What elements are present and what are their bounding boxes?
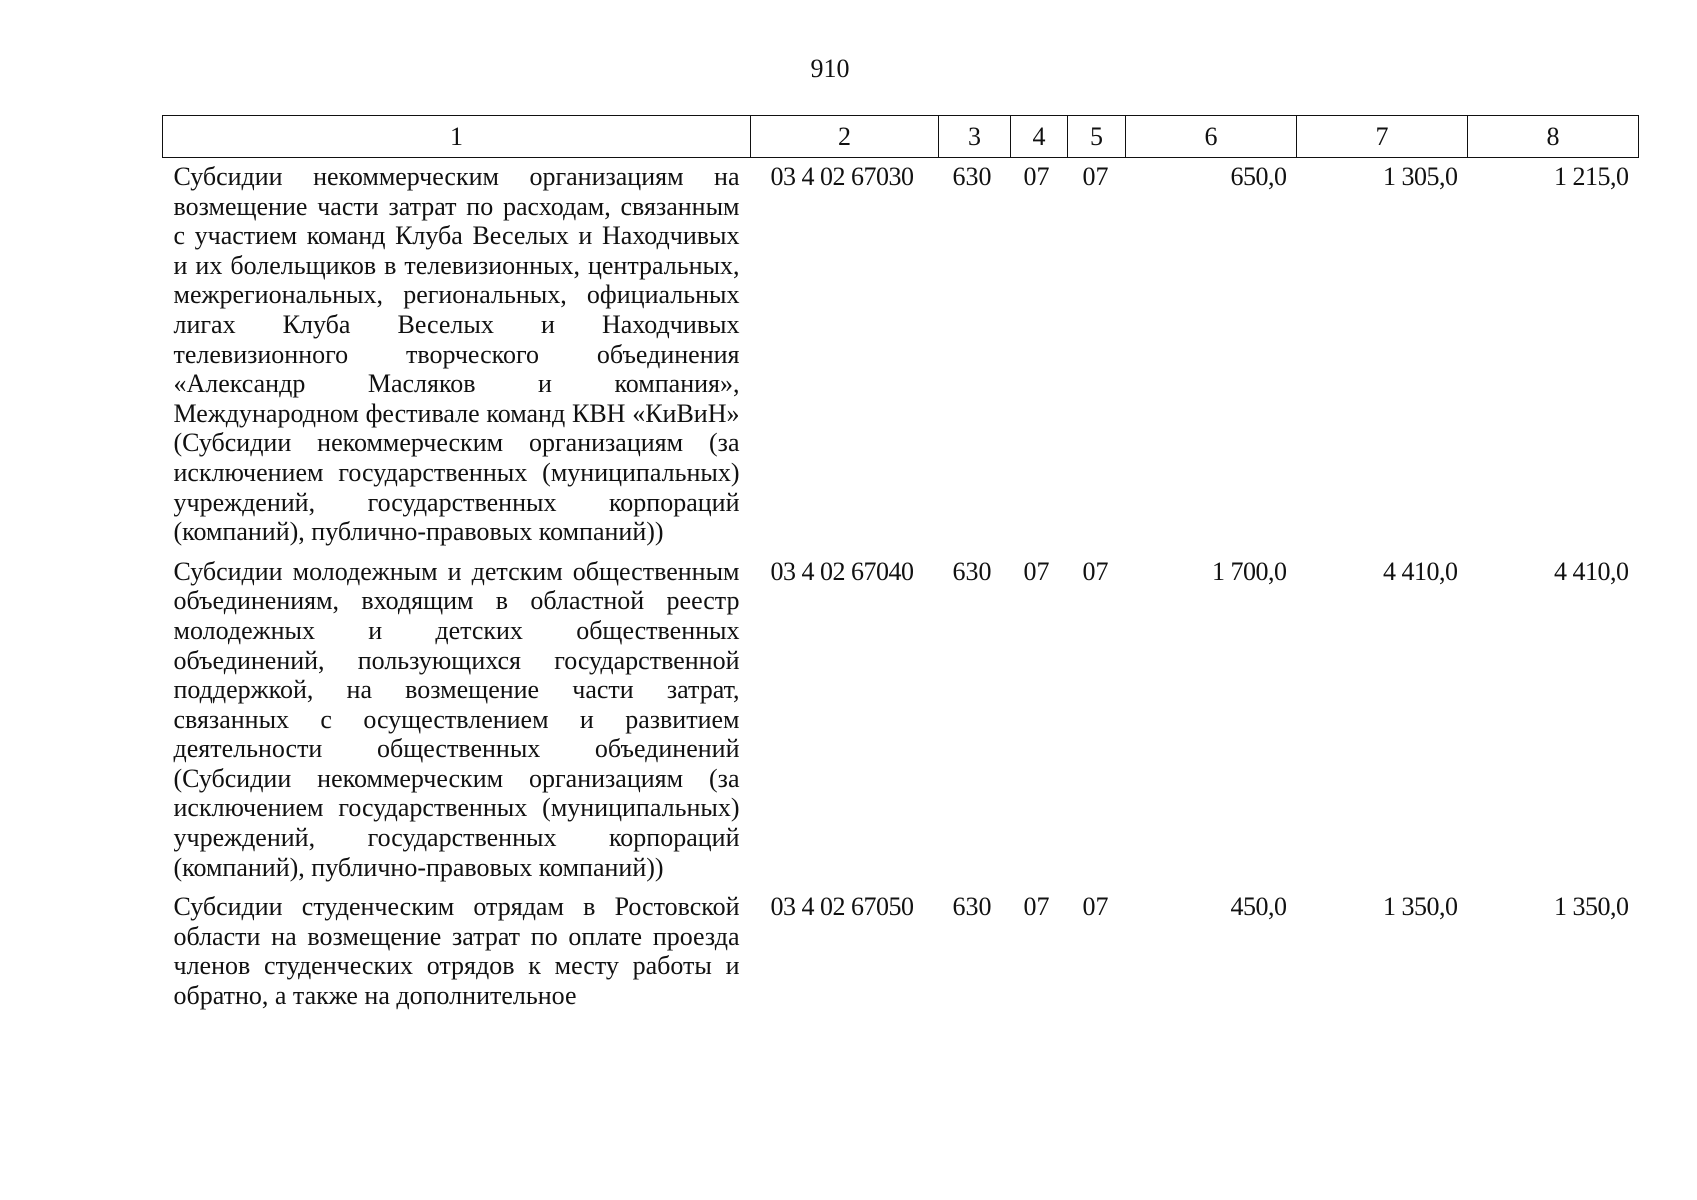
table-row (163, 882, 1639, 1010)
table-row (163, 547, 1639, 883)
row-amount-col7: 1 305,0 (1383, 162, 1458, 191)
row-amount-col8: 1 215,0 (1554, 162, 1629, 191)
row-target-code: 03 4 02 67050 (770, 892, 914, 922)
row-amount-col8: 4 410,0 (1554, 556, 1629, 586)
column-header-4: 4 (1011, 116, 1068, 158)
column-header-7: 7 (1297, 116, 1468, 158)
column-header-2: 2 (751, 116, 939, 158)
column-header-6: 6 (1126, 116, 1297, 158)
row-amount-col6: 650,0 (1230, 162, 1287, 191)
row-amount-col8: 1 350,0 (1554, 892, 1629, 922)
row-subsection: 07 (1082, 556, 1109, 586)
row-subsection: 07 (1082, 162, 1109, 191)
row-section: 07 (1023, 892, 1050, 922)
row-amount-col7: 4 410,0 (1383, 556, 1458, 586)
column-header-8: 8 (1468, 116, 1639, 158)
row-description: Субсидии некоммерческим организациям на возмещение части затрат по расходам, связанным с участием команд Клуба Веселых и Находчивых и их болельщиков в телевизионных, центральных, межрегиональных, региональных, официальных лигах Клуба Веселых и Находчивых телевизионного творческого объединения «Александр Масляков и компания», Международном фестивале команд КВН «КиВиН» (Субсидии некоммерческим организациям (за исключением государственных (муниципальных) учреждений, государственных корпораций (компаний), публично-правовых компаний)) (173, 162, 740, 547)
row-expense-type: 630 (952, 892, 992, 922)
row-section: 07 (1023, 556, 1050, 586)
column-header-5: 5 (1068, 116, 1126, 158)
table-row (163, 158, 1639, 547)
page-number: 910 (810, 54, 850, 83)
row-amount-col7: 1 350,0 (1383, 892, 1458, 922)
row-section: 07 (1023, 162, 1050, 191)
table-header (163, 116, 1639, 158)
row-amount-col6: 1 700,0 (1212, 556, 1287, 586)
row-expense-type: 630 (952, 556, 992, 586)
column-header-3: 3 (939, 116, 1011, 158)
row-expense-type: 630 (952, 162, 992, 191)
header-row (163, 116, 1639, 158)
row-subsection: 07 (1082, 892, 1109, 922)
row-amount-col6: 450,0 (1230, 892, 1287, 922)
row-target-code: 03 4 02 67030 (770, 162, 914, 191)
row-description: Субсидии студенческим отрядам в Ростовской области на возмещение затрат по оплате проезда членов студенческих отрядов к месту работы и обратно, а также на дополнительное (173, 892, 740, 1011)
row-description: Субсидии молодежным и детским общественным объединениям, входящим в областной реестр молодежных и детских общественных объединений, пользующихся государственной поддержкой, на возмещение части затрат, связанных с осуществлением и развитием деятельности общественных объединений (Субсидии некоммерческим организациям (за исключением государственных (муниципальных) учреждений, государственных корпораций (компаний), публично-правовых компаний)) (173, 556, 740, 882)
table-body (163, 158, 1639, 1011)
column-header-1: 1 (163, 116, 751, 158)
row-target-code: 03 4 02 67040 (770, 556, 914, 586)
budget-table (162, 115, 1639, 1011)
